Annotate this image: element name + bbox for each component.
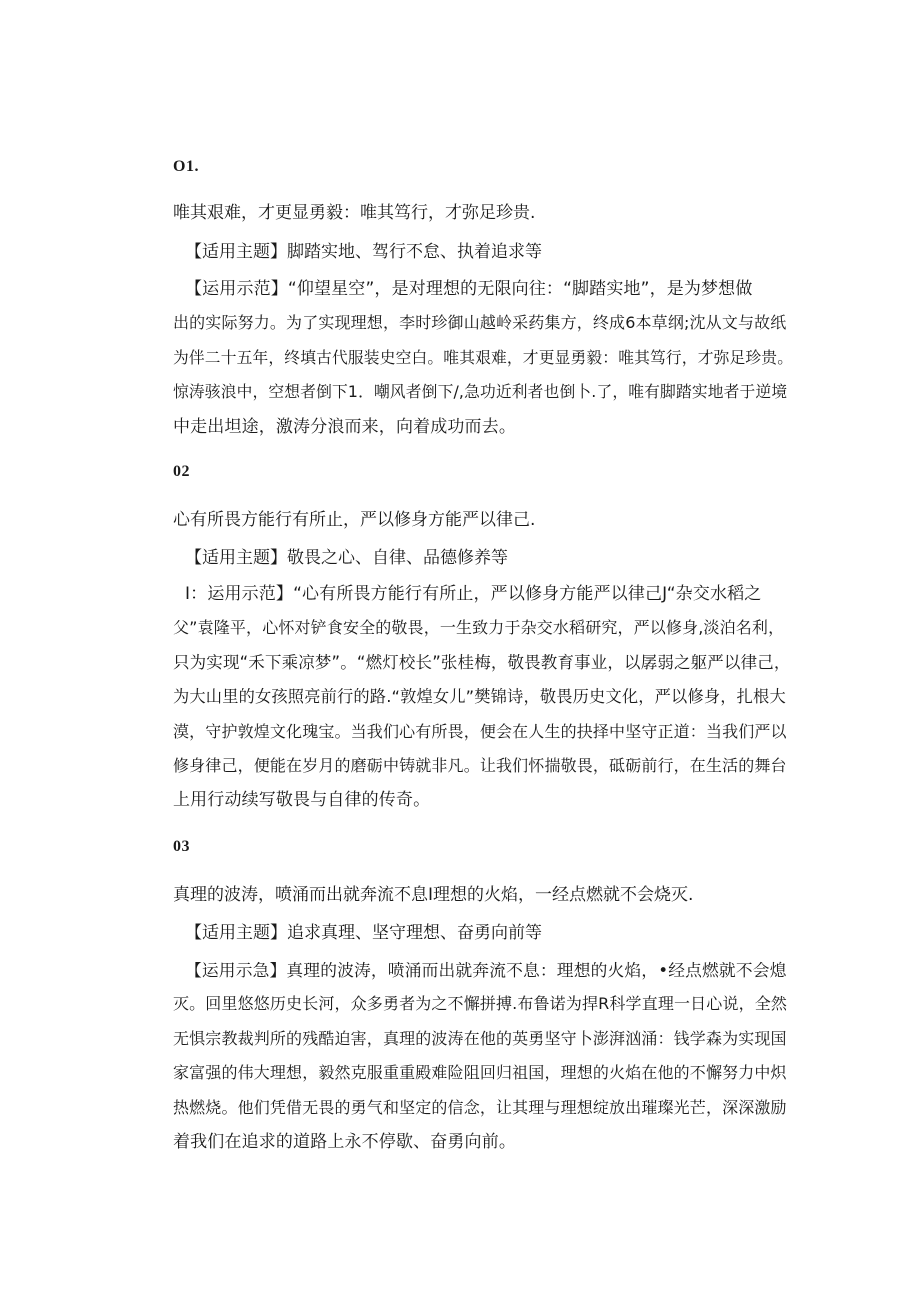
section-quote-2: 心有所畏方能行有所止，严以修身方能严以律己.: [173, 510, 536, 530]
section-theme-3: 【适用主题】追求真理、坚守理想、奋勇向前等: [185, 923, 542, 943]
section-number-2: 02: [173, 463, 190, 480]
demo-line: 为伴二十五年，终填古代服装史空白。唯其艰难，才更显勇毅：唯其笃行，才弥足珍贵。: [173, 347, 794, 367]
section-quote-1: 唯其艰难，才更显勇毅：唯其笃行，才弥足珍贵.: [173, 203, 536, 223]
demo-line: 着我们在追求的道路上永不停歇、奋勇向前。: [173, 1132, 516, 1153]
demo-line: 惊涛骇浪中，空想者倒下1．嘲风者倒下/,急功近利者也倒卜.了，唯有脚踏实地者于逆境: [173, 382, 788, 402]
section-demo-2: [173, 577, 793, 818]
demo-line: 无惧宗教裁判所的残酷迫害，真理的波涛在他的英勇坚守卜澎湃汹涌：钱学森为实现国: [173, 1028, 787, 1048]
demo-line: I：运用示范】“心有所畏方能行有所止，严以修身方能严以律己J“杂交水稻之: [185, 584, 762, 604]
section-demo-3: [173, 953, 793, 1159]
section-demo-1: [173, 272, 793, 444]
demo-line: 热燃烧。他们凭借无畏的勇气和坚定的信念，让其理与理想绽放出璀璨光芒，深深激励: [173, 1097, 787, 1117]
demo-line: 中走出坦途，激涛分浪而来，向着成功而去。: [173, 416, 516, 437]
demo-line: 【运用示范】“仰望星空”，是对理想的无限向往：“脚踏实地”，是为梦想做: [185, 279, 753, 299]
demo-line: 【运用示急】真理的波涛，喷涌而出就奔流不息：理想的火焰，•经点燃就不会熄: [185, 960, 787, 980]
demo-line: 父”袁隆平，心怀对铲食安全的敬畏，一生致力于杂交水稻研究，严以修身,淡泊名利，: [173, 618, 785, 638]
section-quote-3: 真理的波涛，喷涌而出就奔流不息I理想的火焰，一经点燃就不会烧灭.: [173, 885, 694, 905]
demo-line: 只为实现“禾下乘凉梦”。“燃灯校长”张桂梅，敬畏教育事业，以孱弱之躯严以律己，: [173, 652, 791, 672]
demo-line: 上用行动续写敬畏与自律的传奇。: [173, 790, 431, 811]
section-number-1: O1.: [173, 158, 199, 175]
demo-line: 漠，守护敦煌文化瑰宝。当我们心有所畏，便会在人生的抉择中坚守正道：当我们严以: [173, 721, 787, 741]
demo-line: 为大山里的女孩照亮前行的路.“敦煌女儿”樊锦诗，敬畏历史文化，严以修身，扎根大: [173, 687, 786, 707]
demo-line: 出的实际努力。为了实现理想，李时珍御山越岭采药集方，终成6本草纲;沈从文与故纸: [173, 313, 787, 333]
section-number-3: 03: [173, 838, 190, 855]
section-theme-1: 【适用主题】脚踏实地、驾行不怠、执着追求等: [185, 242, 542, 262]
demo-line: 修身律己，便能在岁月的磨砺中铸就非凡。让我们怀揣敬畏，砥砺前行，在生活的舞台: [173, 756, 787, 776]
demo-line: 灭。回里悠悠历史长河，众多勇者为之不懈拼搏.布鲁诺为捍R科学直理一日心说，全然: [173, 994, 788, 1014]
section-theme-2: 【适用主题】敬畏之心、自律、品德修养等: [185, 548, 508, 568]
demo-line: 家富强的伟大理想，毅然克服重重殿难险阻回归祖国，理想的火焰在他的不懈努力中炽: [173, 1063, 787, 1083]
